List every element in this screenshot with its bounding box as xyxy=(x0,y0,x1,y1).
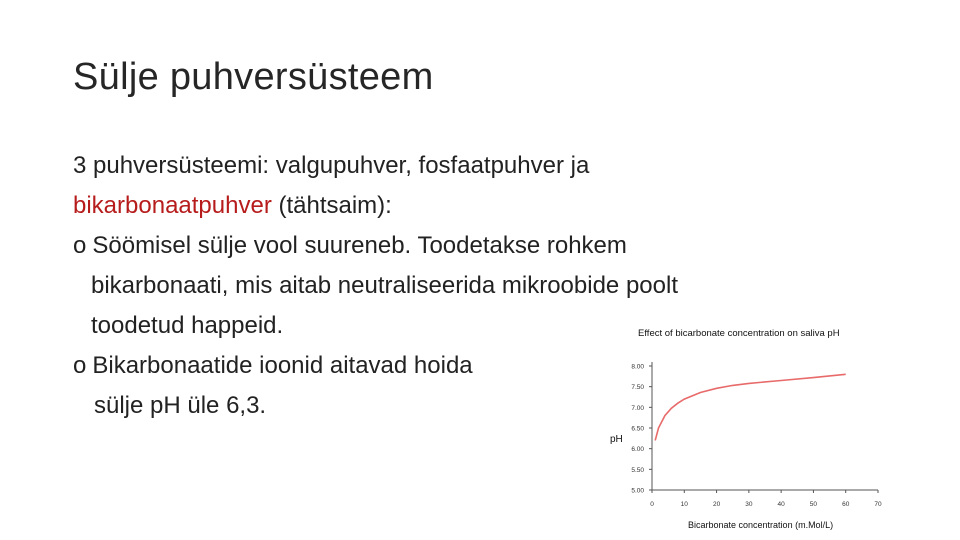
x-tick-label: 0 xyxy=(650,501,654,508)
x-axis-label: Bicarbonate concentration (m.Mol/L) xyxy=(688,520,834,530)
y-tick-label: 6.50 xyxy=(631,425,644,433)
chart-title: Effect of bicarbonate concentration on saliva pH xyxy=(638,328,840,339)
y-axis-label: pH xyxy=(610,434,623,445)
bullet-1-line-1: Söömisel sülje vool suureneb. Toodetakse rohkem xyxy=(92,232,627,259)
x-ticks xyxy=(650,490,882,508)
bullet-marker-1: o xyxy=(73,232,87,259)
y-tick-label: 5.00 xyxy=(631,487,644,495)
bullet-2-line-1: Bikarbonaatide ioonid aitavad hoida xyxy=(92,352,473,379)
bullet-1-line-2: bikarbonaati, mis aitab neutraliseerida mikroobide poolt xyxy=(91,272,678,299)
y-ticks xyxy=(631,364,652,495)
intro-line-2 xyxy=(73,186,853,226)
y-tick-label: 6.00 xyxy=(631,446,644,454)
y-tick-label: 5.50 xyxy=(631,466,644,474)
ph-chart xyxy=(596,322,896,536)
x-tick-label: 70 xyxy=(874,501,882,508)
bullet-1-line-3: toodetud happeid. xyxy=(91,312,284,339)
bullet-marker-2: o xyxy=(73,352,87,379)
x-tick-label: 50 xyxy=(809,501,818,508)
x-tick-label: 20 xyxy=(712,501,721,508)
intro-line-2-rest: (tähtsaim): xyxy=(271,192,392,219)
x-tick-label: 30 xyxy=(745,501,753,508)
highlight-term: bikarbonaatpuhver xyxy=(73,192,272,219)
x-tick-label: 60 xyxy=(842,501,850,508)
y-tick-label: 7.50 xyxy=(631,384,644,392)
y-tick-label: 8.00 xyxy=(631,363,644,371)
intro-line: 3 puhversüsteemi: valgupuhver, fosfaatpuhver ja xyxy=(73,152,590,179)
bullet-2-line-2: sülje pH üle 6,3. xyxy=(94,392,267,419)
y-tick-label: 7.00 xyxy=(631,404,644,412)
series-line xyxy=(655,374,846,440)
slide-title: Sülje puhversüsteem xyxy=(73,56,434,98)
x-tick-label: 10 xyxy=(680,501,688,508)
bullet-item-1 xyxy=(73,226,853,266)
x-tick-label: 40 xyxy=(777,501,785,508)
